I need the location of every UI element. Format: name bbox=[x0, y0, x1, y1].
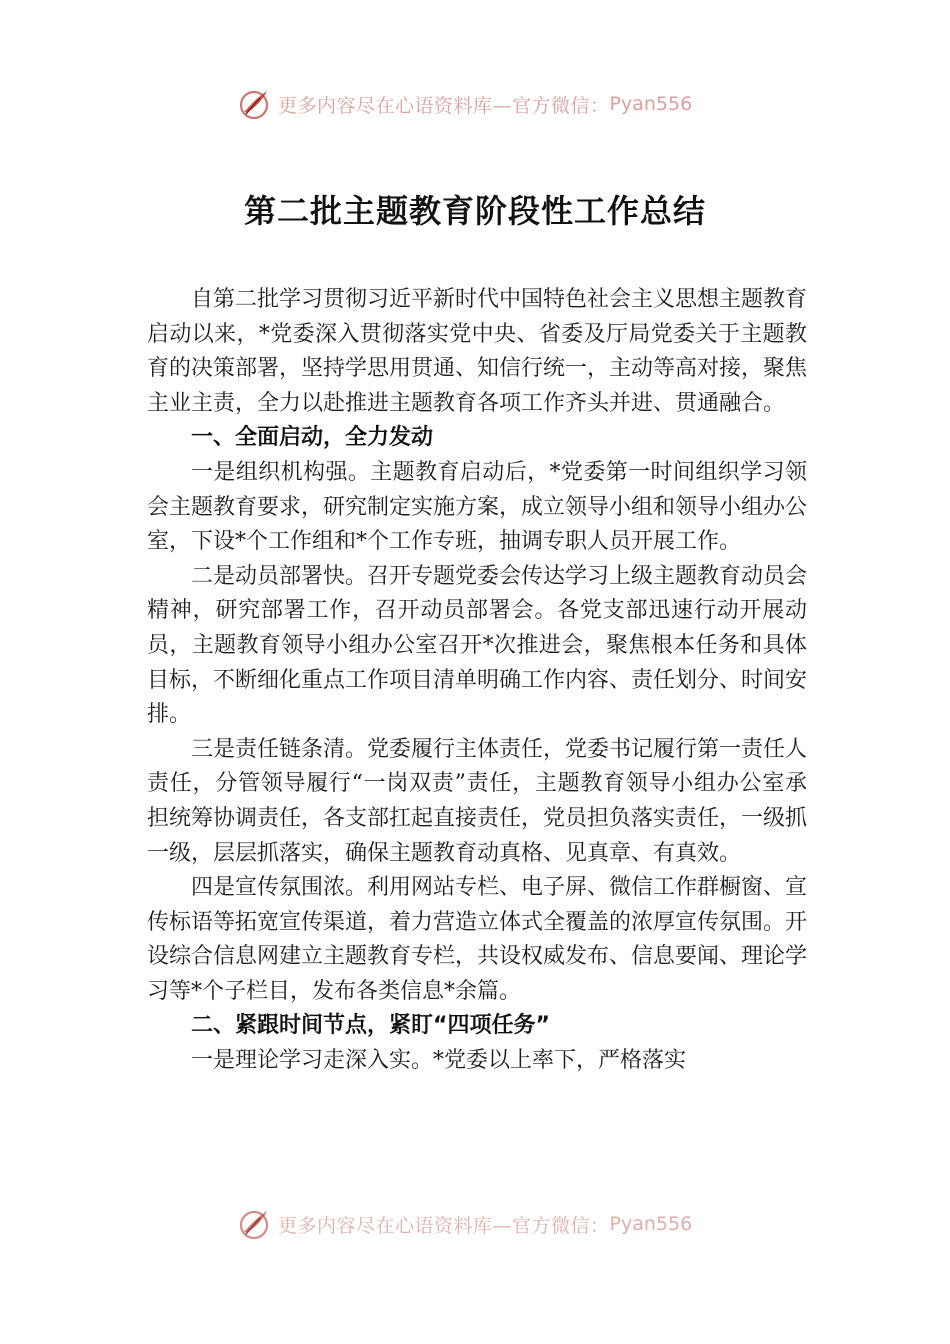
watermark-wechat-id: Pyan556 bbox=[609, 93, 693, 115]
document-title: 第二批主题教育阶段性工作总结 bbox=[243, 192, 706, 230]
document-body bbox=[147, 283, 807, 1079]
paragraph: 三是责任链条清。党委履行主体责任，党委书记履行第一责任人责任，分管领导履行“一岗双责”责任，主题教育领导小组办公室承担统筹协调责任，各支部扛起直接责任，党员担负落实责任，一级抓一级，层层抓落实，确保主题教育动真格、见真章、有真效。 bbox=[147, 736, 808, 866]
paragraph: 二是动员部署快。召开专题党委会传达学习上级主题教育动员会精神，研究部署工作，召开动员部署会。各党支部迅速行动开展动员，主题教育领导小组办公室召开*次推进会，聚焦根本任务和具体目标，不断细化重点工作项目清单明确工作内容、责任划分、时间安排。 bbox=[147, 563, 808, 728]
watermark-header bbox=[236, 84, 692, 124]
quill-logo-icon bbox=[236, 86, 272, 122]
watermark-text: 更多内容尽在心语资料库—官方微信： bbox=[278, 94, 610, 117]
paragraph: 一是组织机构强。主题教育启动后，*党委第一时间组织学习领会主题教育要求，研究制定实施方案，成立领导小组和领导小组办公室，下设*个工作组和*个工作专班，抽调专职人员开展工作。 bbox=[147, 459, 808, 555]
intro-paragraph: 自第二批学习贯彻习近平新时代中国特色社会主义思想主题教育启动以来，*党委深入贯彻落实党中央、省委及厅局党委关于主题教育的决策部署，坚持学思用贯通、知信行统一，主动等高对接，聚焦主业主责，全力以赴推进主题教育各项工作齐头并进、贯通融合。 bbox=[147, 287, 808, 416]
paragraph: 一是理论学习走深入实。*党委以上率下，严格落实 bbox=[191, 1048, 687, 1074]
watermark-text: 更多内容尽在心语资料库—官方微信： bbox=[278, 1214, 610, 1237]
paragraph: 四是宣传氛围浓。利用网站专栏、电子屏、微信工作群橱窗、宣传标语等拓宽宣传渠道，着力营造立体式全覆盖的浓厚宣传氛围。开设综合信息网建立主题教育专栏，共设权威发布、信息要闻、理论学习等*个子栏目，发布各类信息*余篇。 bbox=[147, 875, 808, 1004]
watermark-footer bbox=[236, 1204, 692, 1244]
section-heading-1: 一、全面启动，全力发动 bbox=[191, 425, 434, 451]
section-heading-2: 二、紧跟时间节点，紧盯“四项任务” bbox=[191, 1013, 550, 1039]
quill-logo-icon bbox=[236, 1206, 272, 1242]
watermark-wechat-id: Pyan556 bbox=[609, 1213, 693, 1235]
